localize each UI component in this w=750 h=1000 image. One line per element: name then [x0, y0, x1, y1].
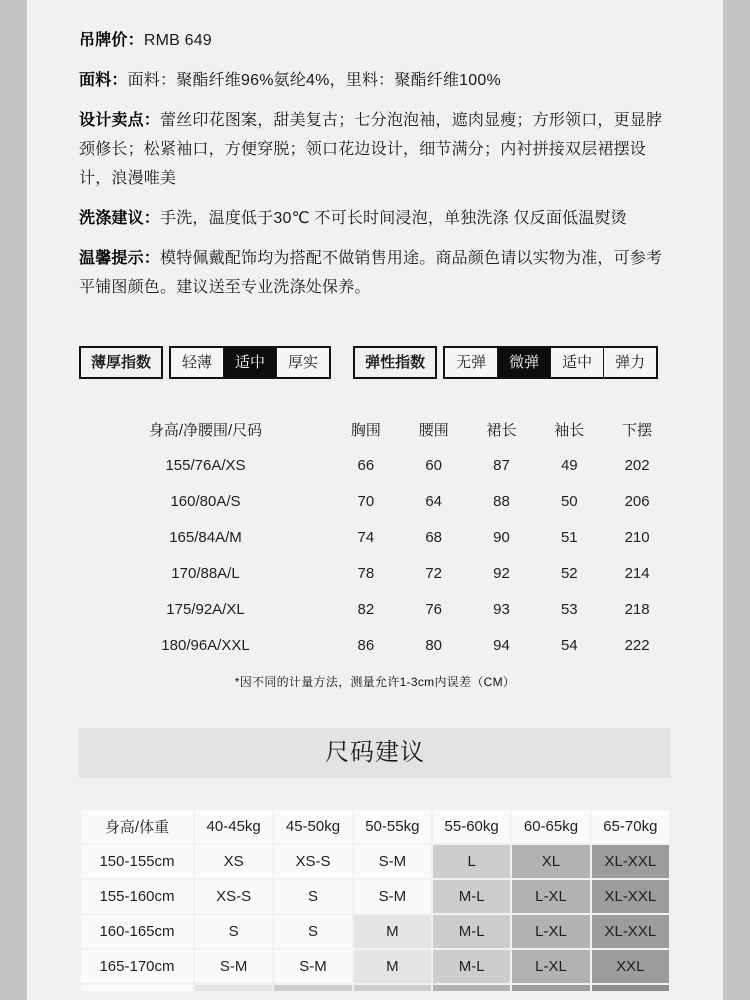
size-suggestion-cell: S [194, 914, 273, 949]
recommendation-header-cell: 65-70kg [591, 809, 670, 844]
measurement-value-cell: 60 [425, 456, 443, 474]
index-label: 薄厚指数 [79, 346, 163, 379]
info-row [79, 244, 671, 302]
measurement-value-cell: 82 [357, 600, 375, 618]
measurement-header-cell: 袖长 [554, 421, 585, 439]
measurement-value-cell: 86 [357, 636, 375, 654]
size-suggestion-cell: L-XL [511, 879, 590, 914]
info-row [79, 66, 671, 95]
size-suggestion-cell: XL-XXL [591, 914, 670, 949]
index-option-selected: 适中 [223, 348, 276, 377]
size-code-cell: 155/76A/XS [165, 456, 246, 474]
product-info-section [79, 26, 671, 302]
recommendation-header-cell: 50-55kg [353, 809, 432, 844]
measurement-table [79, 411, 671, 663]
thickness-index-group [79, 346, 331, 379]
index-option: 适中 [550, 348, 603, 377]
measurement-row [79, 591, 671, 627]
size-suggestion-cell-partial [511, 984, 590, 991]
recommendation-header-cell: 55-60kg [432, 809, 511, 844]
size-suggestion-cell: M-L [432, 914, 511, 949]
measurement-value-cell: 70 [357, 492, 375, 510]
size-suggestion-cell: M-L [432, 949, 511, 984]
measurement-value-cell: 206 [624, 492, 650, 510]
measurement-value-cell: 64 [425, 492, 443, 510]
index-option-selected: 微弹 [497, 348, 550, 377]
measurement-value-cell: 80 [425, 636, 443, 654]
recommendation-row [80, 879, 670, 914]
recommendation-header-cell: 45-50kg [273, 809, 352, 844]
size-suggestion-cell: M [353, 914, 432, 949]
height-range-cell: 155-160cm [80, 879, 194, 914]
recommendation-row [80, 844, 670, 879]
measurement-value-cell: 72 [425, 564, 443, 582]
size-suggestion-cell: XL [511, 844, 590, 879]
size-suggestion-cell: M-L [432, 879, 511, 914]
info-label: 洗涤建议： [79, 210, 161, 227]
size-code-cell: 160/80A/S [170, 492, 241, 510]
measurement-value-cell: 54 [560, 636, 578, 654]
index-option: 无弹 [456, 354, 487, 371]
info-text: 蕾丝印花图案，甜美复古；七分泡泡袖，遮肉显瘦；方形领口，更显脖颈修长；松紧袖口，方便穿脱；领口花边设计，细节满分；内衬拼接双层裙摆设计，浪漫唯美 [79, 112, 663, 187]
recommendation-header-cell: 60-65kg [511, 809, 590, 844]
info-label: 面料： [79, 72, 128, 89]
size-suggestion-cell: S-M [353, 879, 432, 914]
measurement-value-cell: 49 [560, 456, 578, 474]
measurement-value-cell: 66 [357, 456, 375, 474]
measurement-note: *因不同的计量方法，测量允许1-3cm内误差（CM） [234, 675, 516, 689]
measurement-header-cell: 裙长 [486, 421, 517, 439]
info-label: 设计卖点： [79, 112, 161, 129]
measurement-value-cell: 74 [357, 528, 375, 546]
measurement-row [79, 483, 671, 519]
size-suggestion-cell: L-XL [511, 914, 590, 949]
recommendation-row [80, 914, 670, 949]
measurement-value-cell: 210 [624, 528, 650, 546]
measurement-header-cell: 身高/净腰围/尺码 [148, 421, 263, 439]
measurement-value-cell: 68 [425, 528, 443, 546]
info-text: 模特佩戴配饰均为搭配不做销售用途。商品颜色请以实物为准，可参考平铺图颜色。建议送至专业洗涤处保养。 [79, 250, 663, 296]
info-row [79, 106, 671, 193]
measurement-value-cell: 222 [624, 636, 650, 654]
measurement-header-cell: 腰围 [418, 421, 449, 439]
size-suggestion-cell: XL-XXL [591, 844, 670, 879]
measurement-row [79, 627, 671, 663]
measurement-header-row [79, 411, 671, 447]
info-label: 温馨提示： [79, 250, 161, 267]
size-suggestion-cell-partial [80, 984, 194, 991]
size-suggestion-cell: S-M [273, 949, 352, 984]
info-row [79, 26, 671, 55]
measurement-value-cell: 76 [425, 600, 443, 618]
recommendation-table [79, 808, 671, 991]
size-code-cell: 170/88A/L [171, 564, 240, 582]
measurement-value-cell: 94 [493, 636, 510, 654]
size-suggestion-cell: XS-S [194, 879, 273, 914]
size-suggestion-cell-partial [432, 984, 511, 991]
size-suggestion-cell: XS [194, 844, 273, 879]
size-suggestion-cell: S [273, 879, 352, 914]
index-option: 弹力 [603, 348, 656, 377]
info-row [79, 204, 671, 233]
info-text: 面料：聚酯纤维96%氨纶4%，里料：聚酯纤维100% [127, 72, 501, 89]
index-options [443, 346, 658, 379]
size-suggestion-cell-partial [591, 984, 670, 991]
size-recommendation-title: 尺码建议 [79, 728, 671, 778]
height-range-cell: 165-170cm [80, 949, 194, 984]
size-suggestion-cell: S-M [194, 949, 273, 984]
measurement-value-cell: 52 [560, 564, 578, 582]
measurement-value-cell: 214 [624, 564, 650, 582]
size-code-cell: 175/92A/XL [166, 600, 245, 618]
info-text: 手洗，温度低于30℃ 不可长时间浸泡，单独洗涤 仅反面低温熨烫 [160, 210, 627, 227]
recommendation-header-row [80, 809, 670, 844]
size-suggestion-cell: S [273, 914, 352, 949]
measurement-header-cell: 胸围 [350, 421, 381, 439]
measurement-value-cell: 93 [493, 600, 510, 618]
size-suggestion-cell: L [432, 844, 511, 879]
index-selectors [79, 346, 671, 379]
measurement-value-cell: 50 [560, 492, 578, 510]
product-detail-page [27, 0, 723, 1000]
index-option: 轻薄 [182, 354, 213, 371]
measurement-header-cell: 下摆 [622, 421, 653, 439]
size-suggestion-cell-partial [194, 984, 273, 991]
size-suggestion-cell: XL-XXL [591, 879, 670, 914]
height-range-cell: 160-165cm [80, 914, 194, 949]
recommendation-row [80, 949, 670, 984]
measurement-row [79, 555, 671, 591]
measurement-value-cell: 78 [357, 564, 375, 582]
measurement-value-cell: 53 [560, 600, 578, 618]
measurement-value-cell: 218 [624, 600, 650, 618]
recommendation-row-partial [80, 984, 670, 991]
size-code-cell: 180/96A/XXL [161, 636, 250, 654]
info-text: RMB 649 [143, 32, 212, 49]
size-suggestion-cell: L-XL [511, 949, 590, 984]
measurement-value-cell: 88 [493, 492, 510, 510]
recommendation-header-cell: 身高/体重 [80, 809, 194, 844]
size-suggestion-cell: S-M [353, 844, 432, 879]
measurement-value-cell: 51 [560, 528, 578, 546]
index-options [169, 346, 331, 379]
measurement-value-cell: 202 [624, 456, 650, 474]
size-suggestion-cell: XXL [591, 949, 670, 984]
size-suggestion-cell: XS-S [273, 844, 352, 879]
measurement-value-cell: 92 [493, 564, 510, 582]
measurement-row [79, 447, 671, 483]
index-label: 弹性指数 [353, 346, 437, 379]
measurement-value-cell: 90 [493, 528, 510, 546]
size-suggestion-cell-partial [353, 984, 432, 991]
size-suggestion-cell: M [353, 949, 432, 984]
recommendation-header-cell: 40-45kg [194, 809, 273, 844]
size-code-cell: 165/84A/M [169, 528, 242, 546]
info-label: 吊牌价： [79, 32, 144, 49]
size-suggestion-cell-partial [273, 984, 352, 991]
measurement-value-cell: 87 [493, 456, 510, 474]
measurement-row [79, 519, 671, 555]
elasticity-index-group [353, 346, 658, 379]
index-option: 厚实 [276, 348, 329, 377]
height-range-cell: 150-155cm [80, 844, 194, 879]
